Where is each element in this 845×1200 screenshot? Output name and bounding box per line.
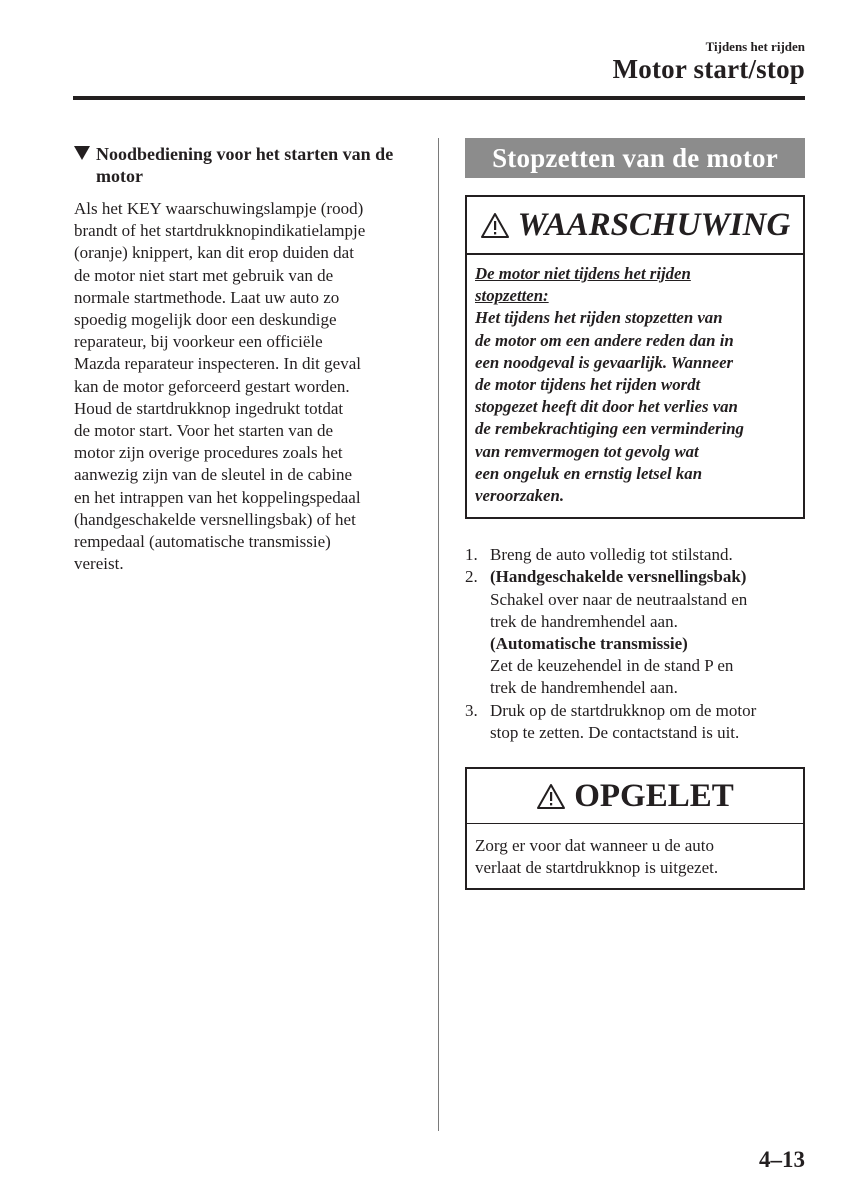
left-column xyxy=(74,143,419,575)
warning-subtitle-line: stopzetten: xyxy=(475,286,549,306)
step-line: trek de handremhendel aan. xyxy=(490,611,678,631)
body-line: (handgeschakelde versnellingsbak) of het xyxy=(74,509,356,529)
section-title: Stopzetten van de motor xyxy=(465,138,805,178)
caution-text xyxy=(467,824,803,888)
step-line: trek de handremhendel aan. xyxy=(490,678,678,698)
caution-line: Zorg er voor dat wanneer u de auto xyxy=(475,836,715,856)
warning-header xyxy=(467,197,803,255)
header-section-label: Tijdens het rijden xyxy=(705,39,805,54)
body-line: brandt of het startdrukknopindikatielampje xyxy=(74,221,366,241)
body-line: normale startmethode. Laat uw auto zo xyxy=(74,287,340,307)
body-line: Als het KEY waarschuwingslampje (rood) xyxy=(74,199,364,218)
body-line: Mazda reparateur inspecteren. In dit geval xyxy=(74,354,361,374)
warning-subtitle xyxy=(475,263,795,307)
body-line: motor zijn overige procedures zoals het xyxy=(74,443,343,463)
warning-line: Het tijdens het rijden stopzetten van xyxy=(475,308,723,328)
step-number: 1. xyxy=(465,545,478,565)
step-number: 3. xyxy=(465,700,478,720)
step-line: (Handgeschakelde versnellingsbak) xyxy=(490,567,747,587)
step-text xyxy=(490,544,807,566)
warning-box xyxy=(465,195,805,519)
warning-triangle-icon xyxy=(480,212,510,239)
warning-line: de rembekrachtiging een vermindering xyxy=(475,419,744,439)
warning-line: van remvermogen tot gevolg wat xyxy=(475,441,699,461)
warning-line: de motor om een andere reden dan in xyxy=(475,330,734,350)
step-number: 2. xyxy=(465,567,478,587)
warning-line: stopgezet heeft dit door het verlies van xyxy=(475,397,738,417)
body-line: de motor start. Voor het starten van de xyxy=(74,421,334,441)
subsection-heading-text: Noodbediening voor het starten van de motor xyxy=(96,144,394,186)
column-divider xyxy=(438,138,439,1131)
step-item xyxy=(465,566,807,699)
caution-line: verlaat de startdrukknop is uitgezet. xyxy=(475,858,719,878)
step-line: Zet de keuzehendel in de stand P en xyxy=(490,656,734,676)
body-line: Houd de startdrukknop ingedrukt totdat xyxy=(74,398,344,418)
step-line: stop te zetten. De contactstand is uit. xyxy=(490,722,740,742)
body-line: en het intrappen van het koppelingspedaal xyxy=(74,487,361,507)
step-text xyxy=(490,566,807,699)
warning-text xyxy=(475,307,795,507)
down-triangle-icon xyxy=(74,146,90,160)
step-item xyxy=(465,700,807,744)
page-number: 4–13 xyxy=(759,1147,805,1172)
page-title: Motor start/stop xyxy=(612,54,805,84)
warning-body xyxy=(467,255,803,517)
warning-line: de motor tijdens het rijden wordt xyxy=(475,375,701,395)
warning-triangle-icon xyxy=(536,783,566,810)
body-line: de motor niet start met gebruik van de xyxy=(74,265,334,285)
step-line: Druk op de startdrukknop om de motor xyxy=(490,700,757,720)
body-line: (oranje) knippert, kan dit erop duiden dat xyxy=(74,243,354,263)
warning-line: een noodgeval is gevaarlijk. Wanneer xyxy=(475,352,734,372)
body-line: kan de motor geforceerd gestart worden. xyxy=(74,376,350,396)
body-line: rempedaal (automatische transmissie) xyxy=(74,532,331,552)
step-line: Schakel over naar de neutraalstand en xyxy=(490,589,748,609)
caution-header xyxy=(467,769,803,824)
caution-title: OPGELET xyxy=(574,777,734,814)
warning-title: WAARSCHUWING xyxy=(517,206,791,243)
body-line: aanwezig zijn van de sleutel in de cabine xyxy=(74,465,353,485)
warning-line: een ongeluk en ernstig letsel kan xyxy=(475,463,703,483)
subsection-heading xyxy=(74,143,419,187)
body-line: vereist. xyxy=(74,554,124,574)
left-body-text xyxy=(74,198,419,575)
caution-box xyxy=(465,767,805,890)
step-line: Breng de auto volledig tot stilstand. xyxy=(490,545,733,565)
steps-list xyxy=(465,544,807,744)
step-text xyxy=(490,700,807,744)
right-column xyxy=(465,138,807,890)
warning-subtitle-line: De motor niet tijdens het rijden xyxy=(475,264,691,283)
body-line: reparateur, bij voorkeur een officiële xyxy=(74,332,323,352)
warning-line: veroorzaken. xyxy=(475,486,565,506)
step-item xyxy=(465,544,807,566)
step-line: (Automatische transmissie) xyxy=(490,634,688,654)
body-line: spoedig mogelijk door een deskundige xyxy=(74,310,337,330)
header-rule xyxy=(73,96,805,100)
